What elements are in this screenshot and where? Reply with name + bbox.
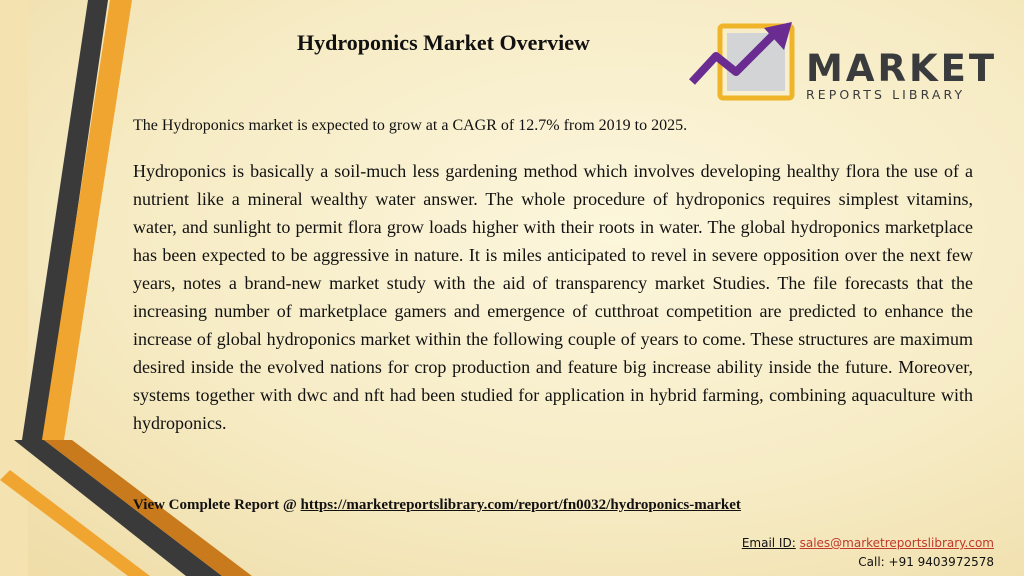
page-title: Hydroponics Market Overview	[297, 30, 590, 55]
contact-info	[742, 534, 994, 572]
email-line	[742, 534, 994, 553]
report-label: View Complete Report @	[133, 497, 301, 513]
phone-line: Call: +91 9403972578	[858, 555, 994, 569]
email-link[interactable]: sales@marketreportslibrary.com	[799, 536, 994, 550]
logo-wordmark: MARKET	[806, 47, 998, 90]
cagr-summary: The Hydroponics market is expected to grow at a CAGR of 12.7% from 2019 to 2025.	[133, 117, 688, 134]
body-paragraph: Hydroponics is basically a soil-much less gardening method which involves developing healthy flora the use of a nutrient like a mineral wealthy water answer. The whole procedure of hydroponics requires simplest vitamins, water, and sunlight to permit flora grow loads higher with their roots in water. The global hydroponics marketplace has been expected to be aggressive in nature. It is miles anticipated to revel in severe opposition over the next few years, notes a brand-new market study with the aid of transparency market Studies. The file forecasts that the increasing number of marketplace gamers and emergence of cutthroat competition are predicted to enhance the increase of global hydroponics market within the following couple of years to come. These structures are maximum desired inside the evolved nations for crop production and feature big increase ability inside the future. Moreover, systems together with dwc and nft had been studied for application in hybrid farming, combining aquaculture with hydroponics.	[133, 161, 973, 433]
report-link[interactable]: https://marketreportslibrary.com/report/fn0032/hydroponics-market	[300, 497, 741, 513]
company-logo	[688, 20, 998, 108]
growth-arrow-chart-icon	[688, 20, 808, 108]
email-label: Email ID:	[741, 536, 796, 550]
logo-tagline: REPORTS LIBRARY	[806, 87, 966, 102]
report-line	[133, 497, 741, 514]
